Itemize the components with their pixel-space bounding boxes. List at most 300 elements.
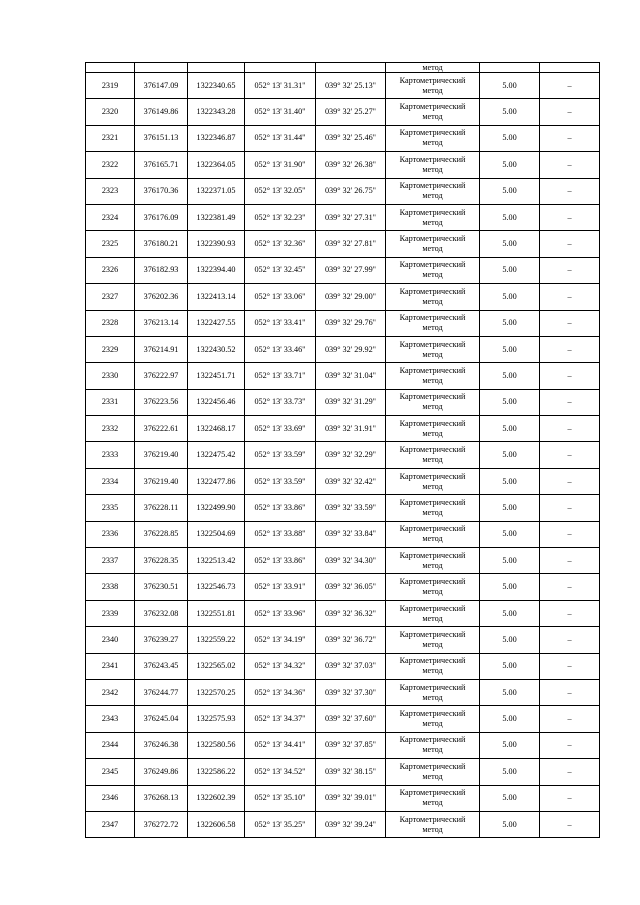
table-row	[86, 204, 600, 230]
method-line-2: метод	[422, 191, 443, 201]
cell-method	[386, 257, 480, 283]
cell-x-coordinate: 376239.27	[135, 627, 188, 653]
cell-x-coordinate: 376182.93	[135, 257, 188, 283]
cell-x-coordinate: 376147.09	[135, 73, 188, 99]
table-row	[86, 363, 600, 389]
cell-y-coordinate: 1322546.73	[188, 574, 245, 600]
cell-x-coordinate: 376249.86	[135, 759, 188, 785]
cell-longitude: 039° 32' 29.00"	[316, 284, 386, 310]
cell-latitude: 052° 13' 33.71"	[245, 363, 316, 389]
cell-longitude: 039° 32' 33.59"	[316, 495, 386, 521]
cell-accuracy: 5.00	[480, 310, 540, 336]
method-line-2: метод	[422, 613, 443, 623]
cell-method	[386, 732, 480, 758]
cell-latitude: 052° 13' 35.25"	[245, 811, 316, 837]
method-line-2: метод	[422, 217, 443, 227]
cell-point-number: 2340	[86, 627, 135, 653]
table-row	[86, 178, 600, 204]
cell-latitude: 052° 13' 32.23"	[245, 204, 316, 230]
method-line-1: Картометрический	[399, 497, 466, 507]
method-line-2: метод	[422, 270, 443, 280]
cell-latitude: 052° 13' 31.40"	[245, 99, 316, 125]
cell-point-number: 2320	[86, 99, 135, 125]
cell-y-coordinate: 1322565.02	[188, 653, 245, 679]
method-line-1: Картометрический	[399, 629, 466, 639]
cell-longitude: 039° 32' 25.13"	[316, 73, 386, 99]
cell-latitude: 052° 13' 33.69"	[245, 416, 316, 442]
method-line-2: метод	[422, 798, 443, 808]
method-line-2: метод	[422, 481, 443, 491]
cell-accuracy: 5.00	[480, 495, 540, 521]
cell-note: –	[540, 811, 600, 837]
cell-y-coordinate: 1322468.17	[188, 416, 245, 442]
cell-latitude: 052° 13' 35.10"	[245, 785, 316, 811]
cell-note: –	[540, 73, 600, 99]
method-line-1: Картометрический	[399, 313, 466, 323]
cell-point-number: 2334	[86, 468, 135, 494]
cell-x-coordinate: 376202.36	[135, 284, 188, 310]
cell-latitude: 052° 13' 33.86"	[245, 548, 316, 574]
cell-method	[386, 310, 480, 336]
cell-longitude: 039° 32' 27.81"	[316, 231, 386, 257]
cell-accuracy: 5.00	[480, 204, 540, 230]
cell-x-coordinate: 376245.04	[135, 706, 188, 732]
cell-point-number: 2337	[86, 548, 135, 574]
cell-method	[386, 125, 480, 151]
cell-y-coordinate: 1322504.69	[188, 521, 245, 547]
cell-x-coordinate: 376165.71	[135, 152, 188, 178]
table-row	[86, 336, 600, 362]
cell-empty	[188, 63, 245, 73]
cell-method	[386, 73, 480, 99]
cell-note: –	[540, 600, 600, 626]
cell-longitude: 039° 32' 36.05"	[316, 574, 386, 600]
cell-method	[386, 811, 480, 837]
table-row	[86, 548, 600, 574]
cell-latitude: 052° 13' 34.37"	[245, 706, 316, 732]
cell-y-coordinate: 1322381.49	[188, 204, 245, 230]
cell-method	[386, 706, 480, 732]
method-line-2: метод	[422, 85, 443, 95]
cell-x-coordinate: 376228.35	[135, 548, 188, 574]
cell-point-number: 2335	[86, 495, 135, 521]
cell-accuracy: 5.00	[480, 284, 540, 310]
cell-longitude: 039° 32' 26.75"	[316, 178, 386, 204]
cell-method	[386, 284, 480, 310]
method-line-2: метод	[422, 534, 443, 544]
cell-y-coordinate: 1322340.65	[188, 73, 245, 99]
method-line-2: метод	[422, 745, 443, 755]
table-row	[86, 389, 600, 415]
cell-empty	[316, 63, 386, 73]
method-line-1: Картометрический	[399, 207, 466, 217]
cell-latitude: 052° 13' 34.52"	[245, 759, 316, 785]
cell-accuracy: 5.00	[480, 416, 540, 442]
cell-method	[386, 468, 480, 494]
cell-y-coordinate: 1322451.71	[188, 363, 245, 389]
cell-accuracy: 5.00	[480, 389, 540, 415]
cell-accuracy: 5.00	[480, 521, 540, 547]
cell-accuracy: 5.00	[480, 442, 540, 468]
method-line-1: Картометрический	[399, 154, 466, 164]
method-line-2: метод	[422, 639, 443, 649]
method-line-2: метод	[422, 402, 443, 412]
cell-x-coordinate: 376272.72	[135, 811, 188, 837]
method-line-2: метод	[422, 587, 443, 597]
cell-point-number: 2323	[86, 178, 135, 204]
method-line-2: метод	[422, 455, 443, 465]
cell-x-coordinate: 376244.77	[135, 679, 188, 705]
cell-y-coordinate: 1322570.25	[188, 679, 245, 705]
method-line-2: метод	[422, 112, 443, 122]
method-line-1: Картометрический	[399, 603, 466, 613]
cell-point-number: 2331	[86, 389, 135, 415]
cell-note: –	[540, 231, 600, 257]
cell-longitude: 039° 32' 32.42"	[316, 468, 386, 494]
cell-x-coordinate: 376176.09	[135, 204, 188, 230]
method-line-2: метод	[422, 375, 443, 385]
cell-method	[386, 521, 480, 547]
table-row	[86, 574, 600, 600]
cell-y-coordinate: 1322427.55	[188, 310, 245, 336]
cell-latitude: 052° 13' 33.96"	[245, 600, 316, 626]
cell-y-coordinate: 1322390.93	[188, 231, 245, 257]
method-line-2: метод	[422, 560, 443, 570]
cell-longitude: 039° 32' 33.84"	[316, 521, 386, 547]
method-line-1: Картометрический	[399, 524, 466, 534]
cell-y-coordinate: 1322513.42	[188, 548, 245, 574]
method-line-1: Картометрический	[399, 260, 466, 270]
table-row	[86, 785, 600, 811]
cell-note: –	[540, 574, 600, 600]
method-line-1: Картометрический	[399, 445, 466, 455]
cell-accuracy: 5.00	[480, 759, 540, 785]
cell-accuracy: 5.00	[480, 600, 540, 626]
cell-accuracy: 5.00	[480, 152, 540, 178]
method-line-1: Картометрический	[399, 418, 466, 428]
cell-note: –	[540, 284, 600, 310]
cell-point-number: 2322	[86, 152, 135, 178]
cell-latitude: 052° 13' 32.45"	[245, 257, 316, 283]
table-row	[86, 679, 600, 705]
cell-longitude: 039° 32' 32.29"	[316, 442, 386, 468]
cell-latitude: 052° 13' 31.44"	[245, 125, 316, 151]
cell-empty	[86, 63, 135, 73]
table-row	[86, 125, 600, 151]
cell-empty	[540, 63, 600, 73]
cell-point-number: 2341	[86, 653, 135, 679]
cell-method	[386, 336, 480, 362]
cell-accuracy: 5.00	[480, 811, 540, 837]
cell-point-number: 2347	[86, 811, 135, 837]
method-line-1: Картометрический	[399, 234, 466, 244]
cell-method	[386, 231, 480, 257]
method-line-1: Картометрический	[399, 128, 466, 138]
cell-note: –	[540, 785, 600, 811]
cell-note: –	[540, 706, 600, 732]
coordinates-table	[85, 62, 600, 838]
cell-y-coordinate: 1322606.58	[188, 811, 245, 837]
cell-x-coordinate: 376214.91	[135, 336, 188, 362]
cell-longitude: 039° 32' 27.31"	[316, 204, 386, 230]
cell-y-coordinate: 1322364.05	[188, 152, 245, 178]
cell-longitude: 039° 32' 37.30"	[316, 679, 386, 705]
cell-note: –	[540, 257, 600, 283]
cell-latitude: 052° 13' 34.32"	[245, 653, 316, 679]
cell-point-number: 2339	[86, 600, 135, 626]
cell-x-coordinate: 376219.40	[135, 442, 188, 468]
table-row	[86, 152, 600, 178]
cell-x-coordinate: 376222.97	[135, 363, 188, 389]
cell-empty	[245, 63, 316, 73]
cell-latitude: 052° 13' 33.59"	[245, 468, 316, 494]
cell-latitude: 052° 13' 33.86"	[245, 495, 316, 521]
cell-note: –	[540, 468, 600, 494]
cell-point-number: 2330	[86, 363, 135, 389]
cell-y-coordinate: 1322456.46	[188, 389, 245, 415]
cell-method	[386, 627, 480, 653]
cell-longitude: 039° 32' 37.60"	[316, 706, 386, 732]
table-row	[86, 600, 600, 626]
method-line-1: Картометрический	[399, 709, 466, 719]
cell-latitude: 052° 13' 33.88"	[245, 521, 316, 547]
table-row	[86, 627, 600, 653]
method-line-2: метод	[422, 824, 443, 834]
cell-method	[386, 416, 480, 442]
cell-point-number: 2336	[86, 521, 135, 547]
cell-method	[386, 178, 480, 204]
cell-longitude: 039° 32' 36.72"	[316, 627, 386, 653]
cell-method	[386, 574, 480, 600]
cell-longitude: 039° 32' 29.92"	[316, 336, 386, 362]
cell-longitude: 039° 32' 31.04"	[316, 363, 386, 389]
cell-y-coordinate: 1322477.86	[188, 468, 245, 494]
cell-x-coordinate: 376228.11	[135, 495, 188, 521]
table-row	[86, 468, 600, 494]
cell-latitude: 052° 13' 33.06"	[245, 284, 316, 310]
cell-y-coordinate: 1322499.90	[188, 495, 245, 521]
cell-x-coordinate: 376268.13	[135, 785, 188, 811]
cell-longitude: 039° 32' 29.76"	[316, 310, 386, 336]
cell-latitude: 052° 13' 34.41"	[245, 732, 316, 758]
cell-accuracy: 5.00	[480, 706, 540, 732]
cell-y-coordinate: 1322413.14	[188, 284, 245, 310]
cell-x-coordinate: 376222.61	[135, 416, 188, 442]
cell-latitude: 052° 13' 33.91"	[245, 574, 316, 600]
cell-empty	[135, 63, 188, 73]
cell-accuracy: 5.00	[480, 231, 540, 257]
cell-note: –	[540, 627, 600, 653]
cell-note: –	[540, 99, 600, 125]
method-line-1: Картометрический	[399, 577, 466, 587]
cell-y-coordinate: 1322586.22	[188, 759, 245, 785]
cell-longitude: 039° 32' 31.91"	[316, 416, 386, 442]
method-line-2: метод	[422, 771, 443, 781]
method-line-2: метод	[422, 164, 443, 174]
method-line-2: метод	[422, 507, 443, 517]
method-line-2: метод	[422, 719, 443, 729]
method-line-1: Картометрический	[399, 286, 466, 296]
method-line-2: метод	[422, 428, 443, 438]
cell-method	[386, 785, 480, 811]
cell-longitude: 039° 32' 25.27"	[316, 99, 386, 125]
cell-x-coordinate: 376213.14	[135, 310, 188, 336]
cell-point-number: 2344	[86, 732, 135, 758]
cell-accuracy: 5.00	[480, 627, 540, 653]
table-row	[86, 99, 600, 125]
cell-x-coordinate: 376170.36	[135, 178, 188, 204]
method-line-1: Картометрический	[399, 471, 466, 481]
cell-point-number: 2325	[86, 231, 135, 257]
table-row	[86, 811, 600, 837]
cell-empty	[480, 63, 540, 73]
method-line-1: Картометрический	[399, 761, 466, 771]
cell-method	[386, 442, 480, 468]
cell-longitude: 039° 32' 39.01"	[316, 785, 386, 811]
method-line-2: метод	[422, 692, 443, 702]
cell-note: –	[540, 653, 600, 679]
table-row	[86, 284, 600, 310]
method-line-1: Картометрический	[399, 365, 466, 375]
cell-latitude: 052° 13' 32.36"	[245, 231, 316, 257]
cell-longitude: 039° 32' 27.99"	[316, 257, 386, 283]
method-line-2: метод	[422, 138, 443, 148]
table-row	[86, 73, 600, 99]
table-row	[86, 231, 600, 257]
cell-y-coordinate: 1322475.42	[188, 442, 245, 468]
method-line-1: Картометрический	[399, 75, 466, 85]
cell-longitude: 039° 32' 36.32"	[316, 600, 386, 626]
table-row	[86, 442, 600, 468]
cell-method	[386, 600, 480, 626]
cell-method	[386, 99, 480, 125]
cell-note: –	[540, 732, 600, 758]
continuation-row	[86, 63, 600, 73]
cell-x-coordinate: 376232.08	[135, 600, 188, 626]
cell-point-number: 2333	[86, 442, 135, 468]
cell-method	[386, 389, 480, 415]
method-line-2: метод	[422, 666, 443, 676]
cell-accuracy: 5.00	[480, 73, 540, 99]
cell-point-number: 2343	[86, 706, 135, 732]
cell-longitude: 039° 32' 39.24"	[316, 811, 386, 837]
cell-x-coordinate: 376223.56	[135, 389, 188, 415]
table-body	[86, 63, 600, 838]
method-line-2: метод	[422, 244, 443, 254]
cell-longitude: 039° 32' 26.38"	[316, 152, 386, 178]
table-row	[86, 521, 600, 547]
table-row	[86, 759, 600, 785]
method-line-1: Картометрический	[399, 788, 466, 798]
cell-note: –	[540, 495, 600, 521]
cell-y-coordinate: 1322580.56	[188, 732, 245, 758]
cell-latitude: 052° 13' 33.46"	[245, 336, 316, 362]
cell-accuracy: 5.00	[480, 178, 540, 204]
cell-y-coordinate: 1322430.52	[188, 336, 245, 362]
cell-latitude: 052° 13' 32.05"	[245, 178, 316, 204]
cell-accuracy: 5.00	[480, 679, 540, 705]
cell-x-coordinate: 376180.21	[135, 231, 188, 257]
cell-point-number: 2324	[86, 204, 135, 230]
cell-x-coordinate: 376219.40	[135, 468, 188, 494]
table-row	[86, 653, 600, 679]
cell-accuracy: 5.00	[480, 336, 540, 362]
cell-method	[386, 152, 480, 178]
method-line-1: Картометрический	[399, 550, 466, 560]
method-line-1: Картометрический	[399, 656, 466, 666]
cell-x-coordinate: 376230.51	[135, 574, 188, 600]
cell-latitude: 052° 13' 34.36"	[245, 679, 316, 705]
cell-note: –	[540, 125, 600, 151]
cell-latitude: 052° 13' 31.31"	[245, 73, 316, 99]
method-line-1: Картометрический	[399, 339, 466, 349]
method-line-1: Картометрический	[399, 392, 466, 402]
cell-note: –	[540, 363, 600, 389]
cell-latitude: 052° 13' 34.19"	[245, 627, 316, 653]
cell-accuracy: 5.00	[480, 363, 540, 389]
table-row	[86, 257, 600, 283]
cell-y-coordinate: 1322394.40	[188, 257, 245, 283]
cell-latitude: 052° 13' 33.73"	[245, 389, 316, 415]
cell-note: –	[540, 152, 600, 178]
cell-point-number: 2329	[86, 336, 135, 362]
cell-note: –	[540, 442, 600, 468]
cell-y-coordinate: 1322551.81	[188, 600, 245, 626]
method-line-2: метод	[422, 323, 443, 333]
cell-accuracy: 5.00	[480, 99, 540, 125]
cell-x-coordinate: 376246.38	[135, 732, 188, 758]
cell-method	[386, 679, 480, 705]
cell-note: –	[540, 679, 600, 705]
cell-accuracy: 5.00	[480, 125, 540, 151]
cell-accuracy: 5.00	[480, 548, 540, 574]
cell-y-coordinate: 1322371.05	[188, 178, 245, 204]
cell-note: –	[540, 521, 600, 547]
cell-method	[386, 653, 480, 679]
cell-point-number: 2332	[86, 416, 135, 442]
cell-x-coordinate: 376151.13	[135, 125, 188, 151]
table-row	[86, 495, 600, 521]
cell-note: –	[540, 336, 600, 362]
cell-point-number: 2327	[86, 284, 135, 310]
cell-longitude: 039° 32' 34.30"	[316, 548, 386, 574]
cell-method	[386, 363, 480, 389]
cell-method	[386, 759, 480, 785]
method-line-2: метод	[422, 349, 443, 359]
cell-accuracy: 5.00	[480, 574, 540, 600]
cell-point-number: 2321	[86, 125, 135, 151]
cell-point-number: 2326	[86, 257, 135, 283]
cell-note: –	[540, 204, 600, 230]
cell-method	[386, 495, 480, 521]
table-row	[86, 416, 600, 442]
cell-longitude: 039° 32' 31.29"	[316, 389, 386, 415]
cell-accuracy: 5.00	[480, 468, 540, 494]
cell-method	[386, 548, 480, 574]
method-line-1: Картометрический	[399, 181, 466, 191]
cell-x-coordinate: 376149.86	[135, 99, 188, 125]
table-row	[86, 706, 600, 732]
cell-y-coordinate: 1322575.93	[188, 706, 245, 732]
cell-accuracy: 5.00	[480, 653, 540, 679]
cell-point-number: 2342	[86, 679, 135, 705]
cell-longitude: 039° 32' 37.03"	[316, 653, 386, 679]
cell-y-coordinate: 1322343.28	[188, 99, 245, 125]
cell-y-coordinate: 1322346.87	[188, 125, 245, 151]
cell-point-number: 2338	[86, 574, 135, 600]
cell-note: –	[540, 389, 600, 415]
cell-y-coordinate: 1322602.39	[188, 785, 245, 811]
